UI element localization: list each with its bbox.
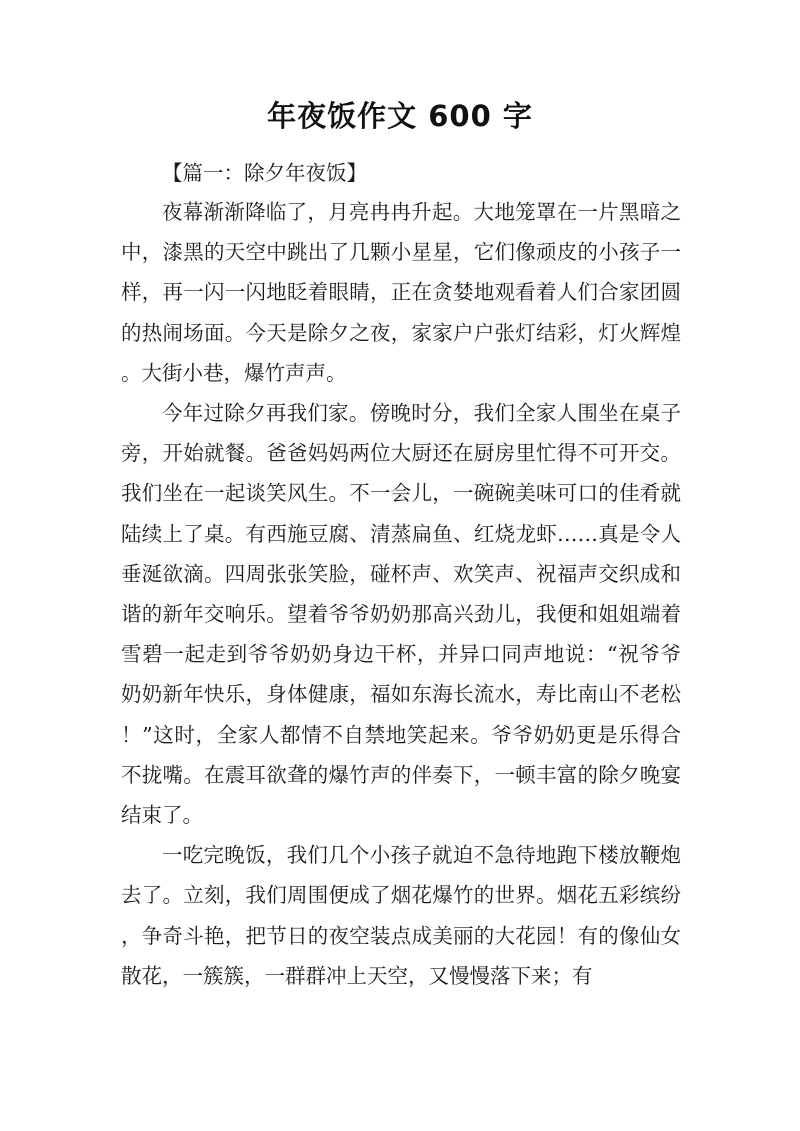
- paragraph-2: 今年过除夕再我们家。傍晚时分，我们全家人围坐在桌子旁，开始就餐。爸爸妈妈两位大厨还在厨房里忙得不可开交。我们坐在一起谈笑风生。不一会儿，一碗碗美味可口的佳肴就陆续上了桌。有西施豆腐、清蒸扁鱼、红烧龙虾……真是令人垂涎欲滴。四周张张笑脸，碰杯声、欢笑声、祝福声交织成和谐的新年交响乐。望着爷爷奶奶那高兴劲儿，我便和姐姐端着雪碧一起走到爷爷奶奶身边干杯，并异口同声地说：“祝爷爷奶奶新年快乐，身体健康，福如东海长流水，寿比南山不老松！”这时，全家人都情不自禁地笑起来。爷爷奶奶更是乐得合不拢嘴。在震耳欲聋的爆竹声的伴奏下，一顿丰富的除夕晚宴结束了。: [121, 401, 681, 828]
- paragraph-3: 一吃完晚饭，我们几个小孩子就迫不急待地跑下楼放鞭炮去了。立刻，我们周围便成了烟花爆竹的世界。烟花五彩缤纷，争奇斗艳，把节日的夜空装点成美丽的大花园！有的像仙女散花，一簇簇，一群群冲上天空，又慢慢落下来；有: [121, 843, 681, 988]
- document-body: [121, 192, 681, 996]
- paragraph-1: 夜幕渐渐降临了，月亮冉冉升起。大地笼罩在一片黑暗之中，漆黑的天空中跳出了几颗小星星，它们像顽皮的小孩子一样，再一闪一闪地眨着眼睛，正在贪婪地观看着人们合家团圆的热闹场面。今天是除夕之夜，家家户户张灯结彩，灯火辉煌。大街小巷，爆竹声声。: [121, 200, 681, 385]
- section-heading: 【篇一：除夕年夜饭】: [162, 161, 367, 185]
- document-title: 年夜饭作文 600 字: [267, 99, 533, 133]
